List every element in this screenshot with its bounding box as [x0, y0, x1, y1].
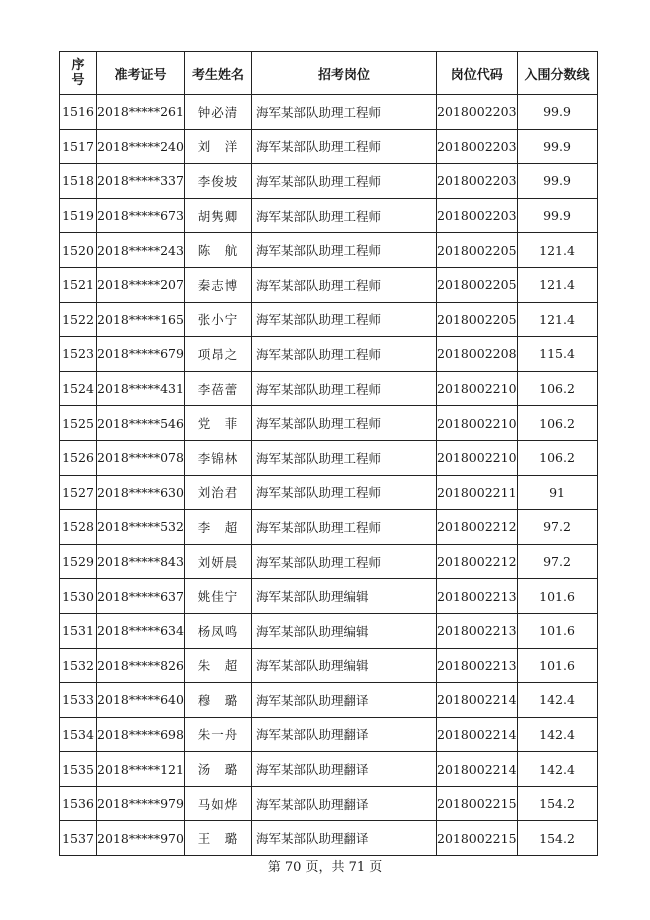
cell-exam-no: 2018*****261: [97, 95, 185, 130]
table-row: [60, 406, 598, 441]
table-row: [60, 510, 598, 545]
table-row: [60, 717, 598, 752]
cell-post-code: 2018002212: [437, 510, 518, 545]
cell-post-code: 2018002210: [437, 440, 518, 475]
cell-seq: 1516: [60, 95, 97, 130]
cell-post: 海军某部队助理工程师: [252, 475, 437, 510]
cell-post: 海军某部队助理工程师: [252, 129, 437, 164]
cell-post: 海军某部队助理翻译: [252, 752, 437, 787]
table-row: [60, 786, 598, 821]
cell-name: 汤 璐: [185, 752, 252, 787]
cell-seq: 1519: [60, 198, 97, 233]
cell-post: 海军某部队助理工程师: [252, 164, 437, 199]
table-row: [60, 752, 598, 787]
cell-score: 99.9: [517, 198, 597, 233]
cell-seq: 1518: [60, 164, 97, 199]
cell-post: 海军某部队助理工程师: [252, 510, 437, 545]
cell-post: 海军某部队助理翻译: [252, 821, 437, 856]
cell-name: 马如烨: [185, 786, 252, 821]
cell-score: 121.4: [517, 267, 597, 302]
cell-score: 154.2: [517, 821, 597, 856]
cell-exam-no: 2018*****637: [97, 579, 185, 614]
cell-post: 海军某部队助理工程师: [252, 406, 437, 441]
cell-score: 99.9: [517, 164, 597, 199]
cell-seq: 1526: [60, 440, 97, 475]
cell-seq: 1517: [60, 129, 97, 164]
cell-exam-no: 2018*****337: [97, 164, 185, 199]
table-header: [60, 52, 598, 95]
table-row: [60, 579, 598, 614]
cell-name: 李 超: [185, 510, 252, 545]
cell-post-code: 2018002203: [437, 198, 518, 233]
cell-exam-no: 2018*****640: [97, 683, 185, 718]
cell-name: 李锦林: [185, 440, 252, 475]
cell-name: 刘 洋: [185, 129, 252, 164]
cell-exam-no: 2018*****843: [97, 544, 185, 579]
header-post-code: 岗位代码: [437, 52, 518, 95]
cell-name: 陈 航: [185, 233, 252, 268]
cell-name: 张小宁: [185, 302, 252, 337]
table-row: [60, 233, 598, 268]
table-row: [60, 648, 598, 683]
cell-score: 99.9: [517, 129, 597, 164]
cell-post-code: 2018002214: [437, 717, 518, 752]
header-row: [60, 52, 598, 95]
cell-score: 97.2: [517, 544, 597, 579]
table-row: [60, 164, 598, 199]
header-score: 入围分数线: [517, 52, 597, 95]
cell-post-code: 2018002213: [437, 648, 518, 683]
cell-post-code: 2018002205: [437, 267, 518, 302]
cell-exam-no: 2018*****546: [97, 406, 185, 441]
cell-exam-no: 2018*****121: [97, 752, 185, 787]
cell-seq: 1528: [60, 510, 97, 545]
cell-name: 项昂之: [185, 337, 252, 372]
table-row: [60, 440, 598, 475]
cell-name: 李俊坡: [185, 164, 252, 199]
cell-exam-no: 2018*****431: [97, 371, 185, 406]
cell-score: 121.4: [517, 302, 597, 337]
table-row: [60, 302, 598, 337]
page-number: 第 70 页，共 71 页: [267, 860, 383, 875]
candidate-table: [59, 51, 598, 856]
cell-score: 101.6: [517, 648, 597, 683]
cell-score: 99.9: [517, 95, 597, 130]
header-seq: [60, 52, 97, 95]
cell-name: 姚佳宁: [185, 579, 252, 614]
cell-exam-no: 2018*****207: [97, 267, 185, 302]
cell-post: 海军某部队助理工程师: [252, 302, 437, 337]
cell-exam-no: 2018*****673: [97, 198, 185, 233]
cell-exam-no: 2018*****826: [97, 648, 185, 683]
table-row: [60, 821, 598, 856]
cell-seq: 1537: [60, 821, 97, 856]
cell-score: 101.6: [517, 613, 597, 648]
cell-exam-no: 2018*****630: [97, 475, 185, 510]
cell-post-code: 2018002203: [437, 95, 518, 130]
cell-post: 海军某部队助理编辑: [252, 579, 437, 614]
cell-post-code: 2018002214: [437, 752, 518, 787]
cell-exam-no: 2018*****532: [97, 510, 185, 545]
cell-post: 海军某部队助理编辑: [252, 613, 437, 648]
table-body: [60, 95, 598, 856]
cell-seq: 1527: [60, 475, 97, 510]
cell-name: 穆 璐: [185, 683, 252, 718]
table-row: [60, 198, 598, 233]
cell-post-code: 2018002212: [437, 544, 518, 579]
table-row: [60, 475, 598, 510]
cell-post: 海军某部队助理翻译: [252, 717, 437, 752]
cell-seq: 1525: [60, 406, 97, 441]
table-row: [60, 613, 598, 648]
cell-score: 101.6: [517, 579, 597, 614]
cell-post: 海军某部队助理工程师: [252, 198, 437, 233]
table-row: [60, 337, 598, 372]
cell-name: 秦志博: [185, 267, 252, 302]
cell-post: 海军某部队助理翻译: [252, 786, 437, 821]
cell-score: 115.4: [517, 337, 597, 372]
cell-post: 海军某部队助理工程师: [252, 95, 437, 130]
cell-post: 海军某部队助理工程师: [252, 267, 437, 302]
header-post: 招考岗位: [252, 52, 437, 95]
cell-seq: 1532: [60, 648, 97, 683]
cell-post: 海军某部队助理工程师: [252, 337, 437, 372]
header-seq-line2: 号: [71, 73, 85, 88]
cell-post-code: 2018002208: [437, 337, 518, 372]
cell-seq: 1524: [60, 371, 97, 406]
cell-post-code: 2018002213: [437, 613, 518, 648]
cell-seq: 1520: [60, 233, 97, 268]
cell-post: 海军某部队助理工程师: [252, 233, 437, 268]
cell-name: 刘治君: [185, 475, 252, 510]
cell-post: 海军某部队助理工程师: [252, 440, 437, 475]
cell-score: 91: [517, 475, 597, 510]
cell-post-code: 2018002214: [437, 683, 518, 718]
cell-post-code: 2018002215: [437, 786, 518, 821]
table-row: [60, 683, 598, 718]
cell-post-code: 2018002205: [437, 233, 518, 268]
table-row: [60, 129, 598, 164]
cell-exam-no: 2018*****679: [97, 337, 185, 372]
cell-score: 142.4: [517, 752, 597, 787]
cell-score: 97.2: [517, 510, 597, 545]
cell-seq: 1523: [60, 337, 97, 372]
cell-name: 胡隽卿: [185, 198, 252, 233]
cell-seq: 1521: [60, 267, 97, 302]
table-row: [60, 371, 598, 406]
cell-score: 142.4: [517, 683, 597, 718]
cell-name: 党 菲: [185, 406, 252, 441]
cell-score: 106.2: [517, 440, 597, 475]
cell-post: 海军某部队助理编辑: [252, 648, 437, 683]
cell-post-code: 2018002203: [437, 164, 518, 199]
header-exam-no: 准考证号: [97, 52, 185, 95]
cell-post-code: 2018002203: [437, 129, 518, 164]
cell-exam-no: 2018*****243: [97, 233, 185, 268]
cell-post-code: 2018002211: [437, 475, 518, 510]
cell-score: 106.2: [517, 406, 597, 441]
header-seq-line1: 序: [71, 58, 85, 73]
cell-seq: 1529: [60, 544, 97, 579]
cell-exam-no: 2018*****698: [97, 717, 185, 752]
cell-seq: 1533: [60, 683, 97, 718]
cell-post-code: 2018002215: [437, 821, 518, 856]
cell-post-code: 2018002205: [437, 302, 518, 337]
cell-seq: 1536: [60, 786, 97, 821]
cell-score: 106.2: [517, 371, 597, 406]
cell-post: 海军某部队助理工程师: [252, 544, 437, 579]
cell-seq: 1530: [60, 579, 97, 614]
cell-seq: 1531: [60, 613, 97, 648]
cell-exam-no: 2018*****240: [97, 129, 185, 164]
cell-seq: 1522: [60, 302, 97, 337]
cell-post-code: 2018002213: [437, 579, 518, 614]
cell-name: 杨凤鸣: [185, 613, 252, 648]
cell-score: 154.2: [517, 786, 597, 821]
table-row: [60, 267, 598, 302]
cell-name: 刘妍晨: [185, 544, 252, 579]
cell-post-code: 2018002210: [437, 371, 518, 406]
cell-score: 121.4: [517, 233, 597, 268]
cell-post: 海军某部队助理工程师: [252, 371, 437, 406]
cell-name: 王 璐: [185, 821, 252, 856]
cell-exam-no: 2018*****970: [97, 821, 185, 856]
cell-exam-no: 2018*****078: [97, 440, 185, 475]
cell-exam-no: 2018*****165: [97, 302, 185, 337]
cell-name: 李蓓蕾: [185, 371, 252, 406]
table-row: [60, 544, 598, 579]
cell-name: 朱一舟: [185, 717, 252, 752]
cell-post: 海军某部队助理翻译: [252, 683, 437, 718]
cell-seq: 1535: [60, 752, 97, 787]
cell-seq: 1534: [60, 717, 97, 752]
table-row: [60, 95, 598, 130]
cell-exam-no: 2018*****979: [97, 786, 185, 821]
cell-post-code: 2018002210: [437, 406, 518, 441]
cell-exam-no: 2018*****634: [97, 613, 185, 648]
cell-score: 142.4: [517, 717, 597, 752]
cell-name: 朱 超: [185, 648, 252, 683]
header-name: 考生姓名: [185, 52, 252, 95]
cell-name: 钟必清: [185, 95, 252, 130]
